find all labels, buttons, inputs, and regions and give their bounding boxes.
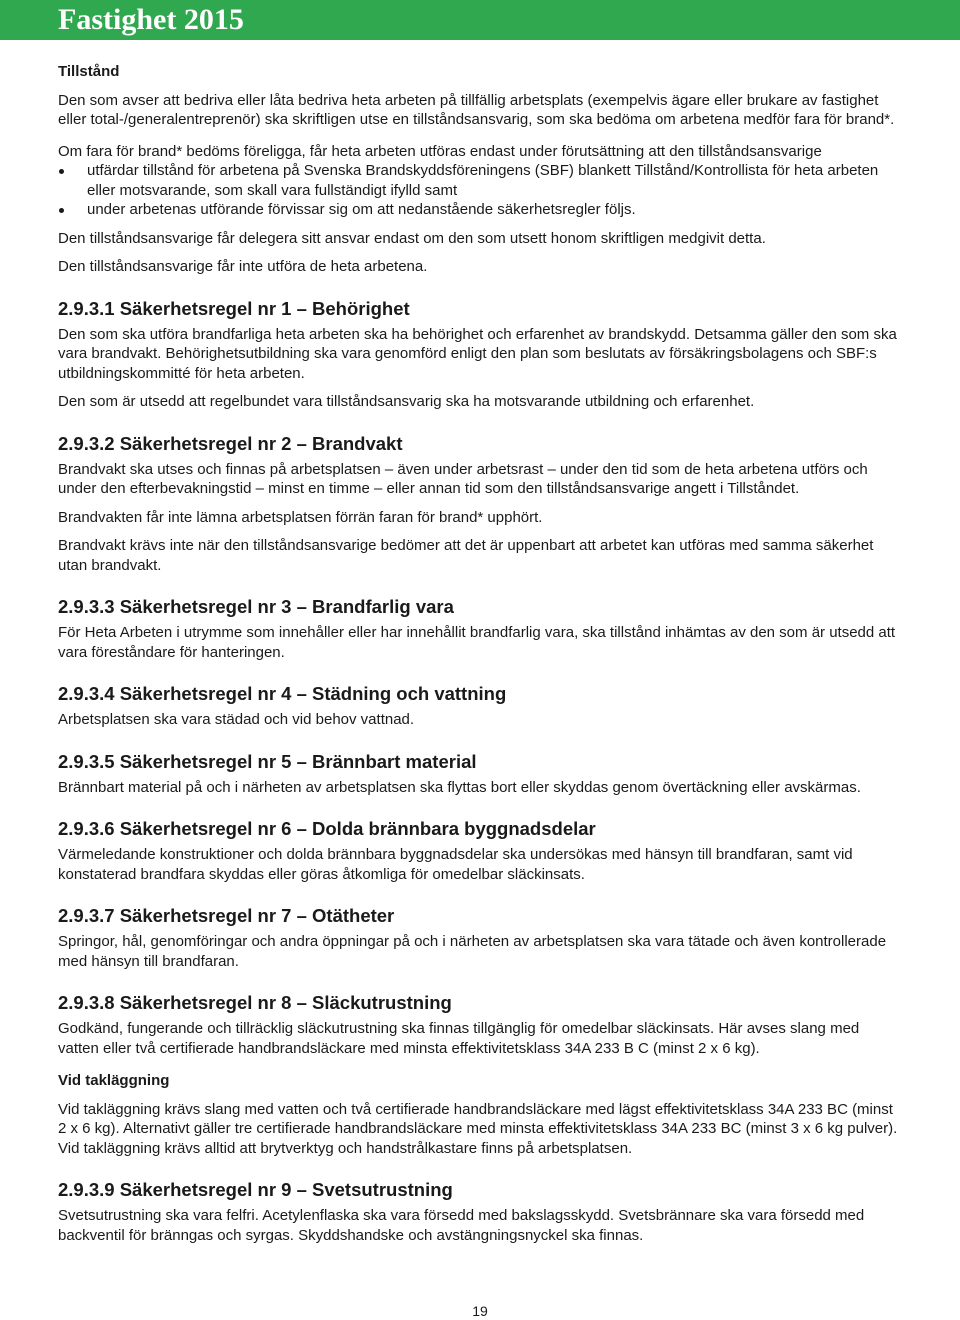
rule-heading: 2.9.3.3 Säkerhetsregel nr 3 – Brandfarlig vara (58, 596, 454, 617)
rule-heading: 2.9.3.7 Säkerhetsregel nr 7 – Otätheter (58, 905, 395, 926)
paragraph: Den som ska utföra brandfarliga heta arbeten ska ha behörighet och erfarenhet av brandskydd. Detsamma gäller den som ska vara brandvakt. Behörighetsutbildning ska vara genomförd enligt den plan som beslutats av försäkringsbolagens och SBF:s utbildningskommitté för heta arbeten. (58, 325, 897, 382)
paragraph: Den som är utsedd att regelbundet vara tillståndsansvarig ska ha motsvarande utbildning och erfarenhet. (58, 393, 755, 410)
rule-heading: 2.9.3.9 Säkerhetsregel nr 9 – Svetsutrustning (58, 1179, 453, 1200)
paragraph: Springor, hål, genomföringar och andra öppningar på och i närheten av arbetsplatsen ska vara tätade och även kontrollerade med hänsyn till brandfaran. (58, 933, 887, 970)
rule-heading: 2.9.3.1 Säkerhetsregel nr 1 – Behörighet (58, 297, 410, 319)
paragraph: Den som avser att bedriva eller låta bedriva heta arbeten på tillfällig arbetsplats (exempelvis ägare eller brukare av fastighet eller total-/generalentreprenör) ska skriftligen utse en tillståndsansvarig, som ska bedöma om arbetena medför fara för brand*. (58, 91, 895, 128)
paragraph: Värmeledande konstruktioner och dolda brännbara byggnadsdelar ska undersökas med hänsyn till brandfaran, samt vid konstaterad brandfara skyddas eller göras åtkomliga för omedelbar släckinsats. (58, 846, 853, 883)
section-heading: Tillstånd (58, 63, 120, 80)
paragraph: För Heta Arbeten i utrymme som innehåller eller har innehållit brandfarlig vara, ska tillstånd inhämtas av den som är utsedd att vara föreståndare för hanteringen. (58, 624, 896, 661)
paragraph: Om fara för brand* bedöms föreligga, får heta arbeten utföras endast under förutsättning att den tillståndsansvarige (58, 142, 822, 160)
rule-4-stadning (58, 683, 903, 730)
paragraph: Den tillståndsansvarige får delegera sitt ansvar endast om den som utsett honom skriftligen medgivit detta. (58, 229, 766, 247)
rule-heading: 2.9.3.8 Säkerhetsregel nr 8 – Släckutrustning (58, 992, 452, 1013)
rule-9-svetsutrustning (58, 1179, 903, 1245)
paragraph: Brandvakt krävs inte när den tillståndsansvarige bedömer att det är uppenbart att arbetet kan utföras med samma säkerhet utan brandvakt. (58, 537, 874, 574)
main-content (58, 62, 903, 1254)
bullet-list (58, 161, 903, 220)
header-banner (0, 0, 960, 40)
rule-heading: 2.9.3.4 Säkerhetsregel nr 4 – Städning och vattning (58, 683, 507, 704)
section-tillstand (58, 62, 903, 277)
rule-3-brandfarlig-vara (58, 596, 903, 662)
rule-7-otatheter (58, 905, 903, 971)
paragraph: Brandvakten får inte lämna arbetsplatsen förrän faran för brand* upphört. (58, 508, 543, 526)
rule-1-behorighet (58, 298, 903, 412)
paragraph: Vid takläggning krävs slang med vatten och två certifierade handbrandsläckare med lägst effektivitetsklass 34A 233 BC (minst 2 x 6 kg). Alternativt gäller tre certifierade handbrandsläckare med minsta effektivitetsklass 34A 233 BC (minst 3 x 6 kg pulver). Vid takläggning krävs alltid att brytverktyg och handstrålkastare finns på arbetsplatsen. (58, 1100, 898, 1157)
bullet-item: under arbetenas utförande förvissar sig om att nedanstående säkerhetsregler följs. (58, 200, 903, 220)
subsection-heading: Vid takläggning (58, 1072, 170, 1089)
paragraph: Brandvakt ska utses och finnas på arbetsplatsen – även under arbetsrast – under den tid som de heta arbetena utförs och under den efterbevakningstid – minst en timme – eller annan tid som den tillståndsansvarige angett i Tillståndet. (58, 460, 868, 497)
rule-heading: 2.9.3.6 Säkerhetsregel nr 6 – Dolda brännbara byggnadsdelar (58, 818, 596, 839)
rule-8-slackutrustning (58, 992, 903, 1158)
paragraph: Den tillståndsansvarige får inte utföra de heta arbetena. (58, 258, 428, 275)
rule-5-brannbart-material (58, 751, 903, 798)
paragraph: Godkänd, fungerande och tillräcklig släckutrustning ska finnas tillgänglig för omedelbar släckinsats. Här avses slang med vatten eller två certifierade handbrandsläckare med minsta effektivitetsklass 34A 233 B C (minst 2 x 6 kg). (58, 1020, 860, 1057)
rule-2-brandvakt (58, 433, 903, 576)
paragraph: Svetsutrustning ska vara felfri. Acetylenflaska ska vara försedd med bakslagsskydd. Svetsbrännare ska vara försedd med backventil för bränngas och syrgas. Skyddshandske och avstängningsnyckel ska finnas. (58, 1207, 865, 1244)
paragraph: Brännbart material på och i närheten av arbetsplatsen ska flyttas bort eller skyddas genom övertäckning eller avskärmas. (58, 778, 861, 796)
page-number: 19 (472, 1303, 488, 1319)
document-title: Fastighet 2015 (58, 3, 244, 36)
paragraph: Arbetsplatsen ska vara städad och vid behov vattnad. (58, 711, 415, 728)
rule-heading: 2.9.3.5 Säkerhetsregel nr 5 – Brännbart material (58, 750, 477, 772)
bullet-item: utfärdar tillstånd för arbetena på Svenska Brandskyddsföreningens (SBF) blankett Tillstånd/Kontrollista för heta arbeten eller motsvarande, som skall vara fullständigt ifylld samt (58, 161, 903, 200)
rule-6-dolda-byggnadsdelar (58, 818, 903, 884)
rule-heading: 2.9.3.2 Säkerhetsregel nr 2 – Brandvakt (58, 432, 403, 454)
